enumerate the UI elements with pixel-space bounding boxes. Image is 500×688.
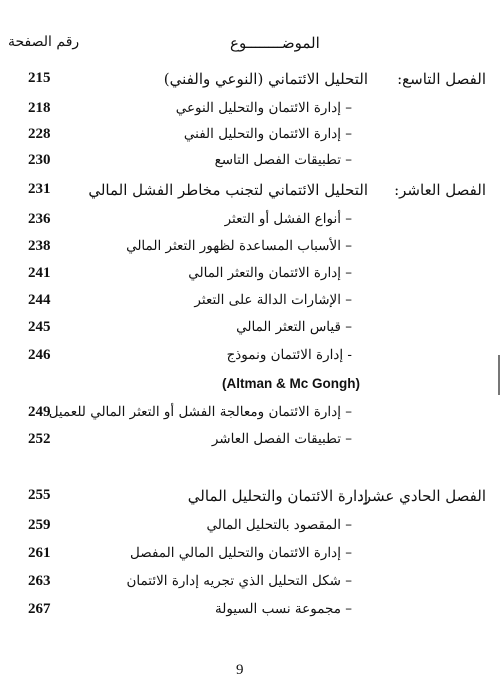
chapter-label: الفصل التاسع: [397,70,486,88]
toc-item-text: – المقصود بالتحليل المالي [206,517,352,533]
toc-chapter-row [0,487,500,511]
toc-item-text: – إدارة الائتمان والتحليل المالي المفصل [130,545,352,561]
page-number: 244 [28,292,51,308]
page-number: 218 [28,100,51,116]
model-name: (Altman & Mc Gongh) [222,376,360,391]
toc-item-row [0,152,500,176]
page-number: 261 [28,545,51,561]
page-number: 249 [28,404,51,420]
page-number: 238 [28,238,51,254]
toc-chapter-row [0,70,500,94]
chapter-label: الفصل العاشر: [394,181,486,199]
toc-item-text: – الأسباب المساعدة لظهور التعثر المالي [126,238,352,254]
page-number-column-header: رقم الصفحة [8,34,80,50]
page-number: 245 [28,319,51,335]
toc-item-text: – إدارة الائتمان والتحليل الفني [183,126,352,142]
toc-item-text: – إدارة الائتمان والتعثر المالي [188,265,352,281]
page-number: 252 [28,431,51,447]
chapter-label: الفصل الحادي عشر: [358,487,486,505]
footer-page-number: 9 [236,662,244,678]
toc-item-row [0,238,500,262]
toc-item-text: - إدارة الائتمان ونموذج [226,347,352,363]
toc-item-text: – قياس التعثر المالي [236,319,352,335]
page-number: 215 [28,70,51,86]
page-number: 231 [28,181,51,197]
toc-item-text: – تطبيقات الفصل العاشر [211,431,352,447]
chapter-title: التحليل الائتماني (النوعي والفني) [163,70,368,88]
toc-item-text: – مجموعة نسب السيولة [214,601,352,617]
toc-item-text: – أنواع الفشل أو التعثر [224,211,352,227]
toc-item-text: – إدارة الائتمان والتحليل النوعي [175,100,352,116]
toc-item-row [0,545,500,569]
page-number: 230 [28,152,51,168]
page-number: 246 [28,347,51,363]
toc-item-text: – إدارة الائتمان ومعالجة الفشل أو التعثر المالي للعميل [48,404,352,420]
toc-item-row [0,100,500,124]
toc-item-row [0,431,500,455]
toc-item-row [0,292,500,316]
toc-item-text: – شكل التحليل الذي تجريه إدارة الائتمان [126,573,352,589]
page-number: 241 [28,265,51,281]
toc-model-row [0,376,500,400]
toc-item-row [0,601,500,625]
page-number: 259 [28,517,51,533]
toc-item-text: – الإشارات الدالة على التعثر [194,292,352,308]
toc-item-row [0,319,500,343]
toc-item-row [0,573,500,597]
toc-item-text: – تطبيقات الفصل التاسع [214,152,352,168]
toc-item-row [0,404,500,428]
page-number: 236 [28,211,51,227]
toc-item-row [0,265,500,289]
page-number: 228 [28,126,51,142]
toc-item-row [0,211,500,235]
page-number: 255 [28,487,51,503]
chapter-title: التحليل الائتماني لتجنب مخاطر الفشل المالي [88,181,368,199]
chapter-title: إدارة الائتمان والتحليل المالي [187,487,368,505]
toc-chapter-row [0,181,500,205]
toc-item-row [0,126,500,150]
page-number: 267 [28,601,51,617]
toc-item-row [0,347,500,371]
toc-item-row [0,517,500,541]
subject-column-header: الموضــــــــوع [230,34,320,52]
page-number: 263 [28,573,51,589]
